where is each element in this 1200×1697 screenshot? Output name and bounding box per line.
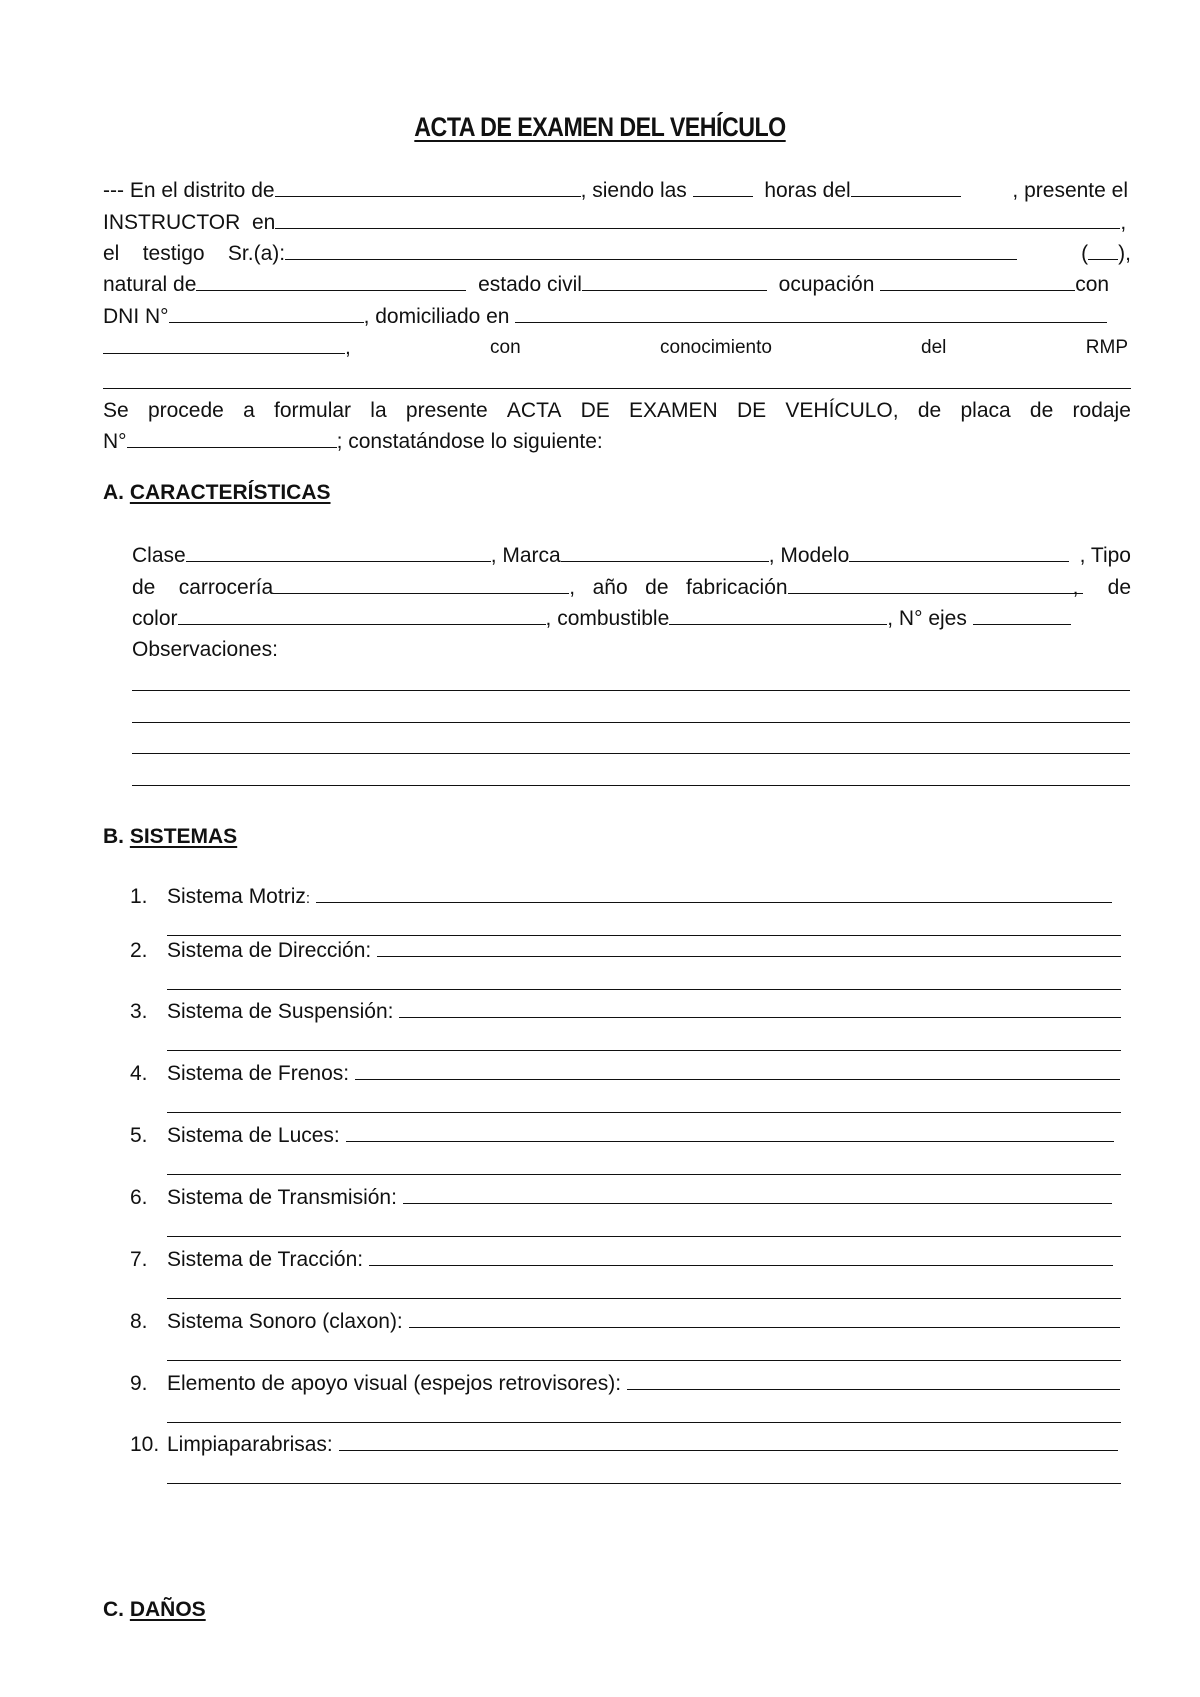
system-item [130, 1185, 1112, 1211]
observations-label [132, 637, 278, 663]
system-item [130, 884, 1112, 912]
system-label: Sistema de Frenos: [167, 1062, 350, 1085]
intro-text: natural de [103, 273, 197, 296]
intro-word: presente [405, 399, 488, 422]
section-a-heading [103, 481, 331, 505]
birthplace-blank [196, 272, 466, 291]
color-blank [178, 606, 546, 625]
section-b-heading [103, 825, 237, 849]
intro-word: DE [736, 399, 767, 422]
field-label: , Marca [490, 544, 561, 567]
system-number: 5. [130, 1124, 148, 1147]
intro-text: con [490, 337, 521, 358]
system-label: Sistema Sonoro (claxon): [167, 1310, 403, 1333]
intro-line-5 [103, 304, 1131, 330]
address-blank [515, 304, 1107, 323]
intro-text: el [103, 242, 120, 265]
date-blank [851, 178, 961, 197]
system-item [130, 999, 1121, 1025]
section-title: DAÑOS [129, 1598, 206, 1621]
intro-word: DE [580, 399, 610, 422]
field-label: color [132, 607, 178, 630]
system-continuation-line [167, 1360, 1121, 1361]
district-blank [275, 178, 581, 197]
system-continuation-line [167, 1112, 1121, 1113]
intro-line-9 [103, 429, 1131, 455]
field-label: Observaciones: [132, 638, 278, 661]
intro-text: en [251, 211, 276, 234]
dni-blank [169, 304, 364, 323]
system-item [130, 1123, 1114, 1149]
field-label: de [645, 576, 669, 599]
section-letter: B. [103, 825, 124, 848]
system-colon: : [305, 890, 311, 907]
body-type-blank [273, 575, 569, 594]
system-continuation-line [167, 1422, 1121, 1423]
occupation-blank [880, 272, 1075, 291]
field-label: , combustible [545, 607, 670, 630]
system-item [130, 1247, 1113, 1273]
observations-line [132, 722, 1130, 723]
system-blank [355, 1061, 1120, 1080]
system-label: Sistema de Dirección: [167, 939, 372, 962]
intro-word: formular [274, 399, 352, 422]
system-number: 10. [130, 1433, 160, 1456]
intro-text: con [1075, 273, 1110, 296]
intro-text: ( [1081, 242, 1089, 265]
observations-line [132, 753, 1130, 754]
intro-line-6 [103, 335, 1128, 361]
witness-blank [285, 241, 1017, 260]
instructor-blank [275, 210, 1120, 229]
intro-text: Sr.(a): [227, 242, 286, 265]
plate-blank [127, 429, 337, 448]
section-title: CARACTERÍSTICAS [129, 481, 331, 504]
model-blank [849, 543, 1069, 562]
intro-word: procede [147, 399, 224, 422]
system-label: Sistema de Suspensión: [167, 1000, 394, 1023]
system-label: Sistema de Transmisión: [167, 1186, 397, 1209]
system-continuation-line [167, 935, 1121, 936]
intro-line-4 [103, 272, 1131, 298]
system-number: 1. [130, 885, 148, 908]
intro-text: , [345, 336, 351, 359]
intro-word: ACTA [506, 399, 562, 422]
age-blank [1088, 241, 1118, 260]
intro-text: , domiciliado en [363, 305, 510, 328]
intro-full-line [103, 388, 1131, 389]
section-letter: A. [103, 481, 124, 504]
system-label: Limpiaparabrisas: [167, 1433, 333, 1456]
characteristics-line-2 [132, 575, 1131, 601]
intro-word: VEHÍCULO, [785, 399, 899, 422]
intro-text: horas del [764, 179, 851, 202]
section-title: SISTEMAS [129, 825, 238, 848]
intro-word: placa [960, 399, 1011, 422]
system-blank [377, 938, 1121, 957]
system-item [130, 1061, 1120, 1087]
characteristics-line-3 [132, 606, 1131, 632]
system-continuation-line [167, 1050, 1121, 1051]
intro-text: , presente el [1012, 179, 1128, 202]
axles-blank [973, 606, 1071, 625]
system-blank [403, 1185, 1112, 1204]
system-blank [346, 1123, 1114, 1142]
system-label: Sistema Motriz [167, 885, 306, 908]
field-label: fabricación [686, 576, 788, 599]
system-label: Sistema de Luces: [167, 1124, 340, 1147]
field-label: , Modelo [768, 544, 850, 567]
intro-text: ocupación [778, 273, 875, 296]
intro-line-3 [103, 241, 1131, 267]
field-label: de [1107, 576, 1131, 599]
system-continuation-line [167, 1236, 1121, 1237]
section-c-heading [103, 1598, 206, 1622]
system-label: Elemento de apoyo visual (espejos retrovisores): [167, 1372, 622, 1395]
intro-text: ), [1118, 242, 1131, 265]
intro-text: estado civil [478, 273, 582, 296]
system-item [130, 1432, 1118, 1458]
system-number: 7. [130, 1248, 148, 1271]
system-blank [339, 1432, 1118, 1451]
system-item [130, 1371, 1120, 1397]
intro-text: , [1120, 211, 1127, 234]
intro-word: Se [103, 399, 129, 422]
system-continuation-line [167, 1174, 1121, 1175]
system-number: 8. [130, 1310, 148, 1333]
intro-word: de [1029, 399, 1054, 422]
system-number: 4. [130, 1062, 148, 1085]
civil-status-blank [582, 272, 767, 291]
intro-text: DNI N° [103, 305, 169, 328]
intro-word: EXAMEN [629, 399, 718, 422]
field-label: carrocería [178, 576, 274, 599]
intro-text: RMP [1085, 337, 1128, 358]
field-label: , [1072, 576, 1079, 599]
system-blank [409, 1309, 1120, 1328]
address-continued-blank [103, 335, 345, 354]
intro-text: conocimiento [660, 337, 772, 358]
year-blank [788, 575, 1083, 594]
intro-line-2 [103, 210, 1131, 236]
intro-word: de [917, 399, 942, 422]
intro-text: testigo [142, 242, 205, 265]
intro-word: a [243, 399, 255, 422]
brand-blank [561, 543, 769, 562]
system-blank [369, 1247, 1113, 1266]
characteristics-line-1 [132, 543, 1131, 569]
hours-blank [693, 178, 753, 197]
intro-text: INSTRUCTOR [103, 211, 241, 234]
intro-text: , siendo las [580, 179, 687, 202]
fuel-blank [669, 606, 887, 625]
system-continuation-line [167, 989, 1121, 990]
intro-line-1 [103, 178, 1128, 204]
field-label: de [132, 576, 156, 599]
intro-text: --- En el distrito de [103, 179, 275, 202]
intro-text: ; constatándose lo siguiente: [336, 430, 603, 453]
system-label: Sistema de Tracción: [167, 1248, 364, 1271]
intro-word: la [370, 399, 387, 422]
intro-text: del [921, 337, 947, 358]
system-number: 3. [130, 1000, 148, 1023]
observations-line [132, 785, 1130, 786]
class-blank [186, 543, 491, 562]
observations-line [132, 690, 1130, 691]
field-label: Clase [132, 544, 186, 567]
system-item [130, 938, 1121, 964]
system-blank [399, 999, 1121, 1018]
intro-line-8 [103, 398, 1131, 424]
system-blank [316, 884, 1112, 903]
intro-word: rodaje [1072, 399, 1131, 422]
system-number: 9. [130, 1372, 148, 1395]
field-label: año [592, 576, 628, 599]
page-title: ACTA DE EXAMEN DEL VEHÍCULO [414, 112, 786, 142]
system-continuation-line [167, 1298, 1121, 1299]
system-item [130, 1309, 1120, 1335]
field-label: , N° ejes [887, 607, 967, 630]
system-number: 2. [130, 939, 148, 962]
field-label: , [569, 576, 576, 599]
system-blank [627, 1371, 1120, 1390]
section-letter: C. [103, 1598, 124, 1621]
system-continuation-line [167, 1483, 1121, 1484]
field-label: , Tipo [1079, 544, 1131, 567]
intro-text: N° [103, 430, 127, 453]
system-number: 6. [130, 1186, 148, 1209]
